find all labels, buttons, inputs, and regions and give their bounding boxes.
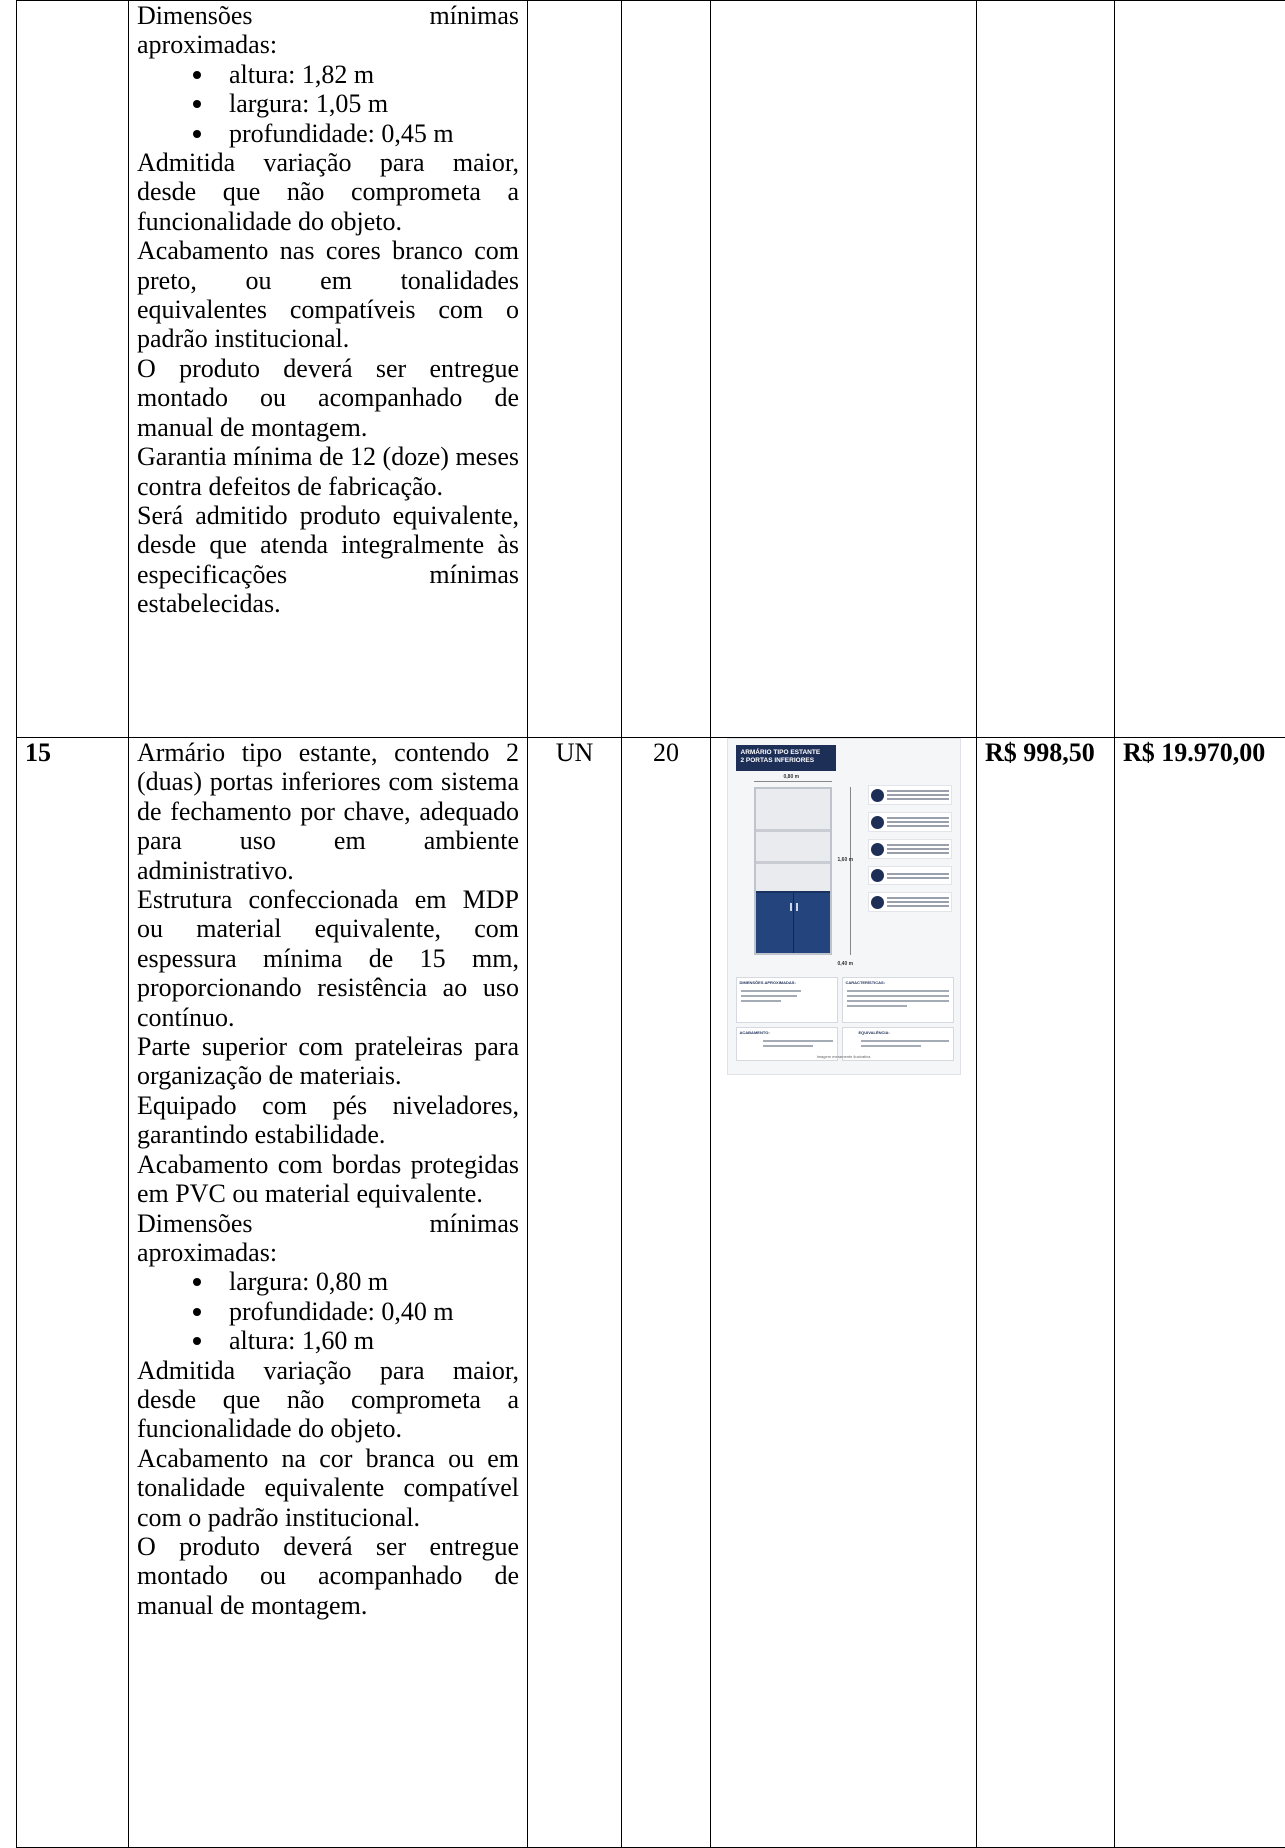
paragraph: O produto deverá ser entregue montado ou acompanhado de manual de montagem. xyxy=(137,354,519,442)
paragraph: O produto deverá ser entregue montado ou acompanhado de manual de montagem. xyxy=(137,1532,519,1620)
depth-label: 0,40 m xyxy=(838,961,854,967)
description-cell xyxy=(129,738,528,1848)
paragraph: Equipado com pés niveladores, garantindo estabilidade. xyxy=(137,1091,519,1150)
list-item: altura: 1,60 m xyxy=(229,1326,519,1355)
cabinet-doors xyxy=(756,891,830,953)
feature-item xyxy=(868,892,952,912)
paragraph: Estrutura confeccionada em MDP ou material equivalente, com espessura mínima de 15 mm, proporcionando resistência ao uso contínuo. xyxy=(137,885,519,1032)
door-handle xyxy=(796,903,798,911)
dimensions-label: Dimensões mínimas xyxy=(137,1209,519,1238)
dimensions-list xyxy=(137,1267,519,1355)
cabinet-illustration xyxy=(754,787,832,955)
paragraph: Será admitido produto equivalente, desde que atenda integralmente às especificações mínimas estabelecidas. xyxy=(137,501,519,619)
height-dimension-line xyxy=(850,787,851,955)
total-price-cell xyxy=(1115,1,1285,738)
product-image-title: ARMÁRIO TIPO ESTANTE 2 PORTAS INFERIORES xyxy=(736,745,836,771)
image-cell xyxy=(711,738,977,1848)
width-dimension-line xyxy=(754,781,832,782)
finish-box: ACABAMENTO: xyxy=(736,1027,838,1061)
list-item: largura: 1,05 m xyxy=(229,89,519,118)
paragraph: Armário tipo estante, contendo 2 (duas) portas inferiores com sistema de fechamento por chave, adequado para uso em ambiente administrativo. xyxy=(137,738,519,885)
edge-icon xyxy=(871,896,884,909)
feature-item xyxy=(868,839,952,859)
paragraph: Admitida variação para maior, desde que não comprometa a funcionalidade do objeto. xyxy=(137,148,519,236)
unit-price: R$ 998,50 xyxy=(977,738,1115,1848)
dimensions-list xyxy=(137,60,519,148)
unit-price-cell xyxy=(977,1,1115,738)
paragraph: Acabamento com bordas protegidas em PVC ou material equivalente. xyxy=(137,1150,519,1209)
width-label: 0,80 m xyxy=(784,774,800,780)
level-icon xyxy=(871,869,884,882)
dimensions-label-cont: aproximadas: xyxy=(137,30,519,59)
description-cell xyxy=(129,1,528,738)
height-label: 1,60 m xyxy=(838,857,854,863)
shelf xyxy=(756,829,830,832)
dimensions-box: DIMENSÕES APROXIMADAS: xyxy=(736,977,838,1023)
quantity-cell: 20 xyxy=(622,738,711,1848)
paragraph: Acabamento nas cores branco com preto, ou em tonalidades equivalentes compatíveis com o padrão institucional. xyxy=(137,236,519,354)
dimensions-label-cont: aproximadas: xyxy=(137,1238,519,1267)
list-item: profundidade: 0,45 m xyxy=(229,119,519,148)
paragraph: Admitida variação para maior, desde que não comprometa a funcionalidade do objeto. xyxy=(137,1356,519,1444)
list-item: largura: 0,80 m xyxy=(229,1267,519,1296)
product-image xyxy=(727,738,961,1075)
key-icon xyxy=(871,843,884,856)
paragraph: Parte superior com prateleiras para organização de materiais. xyxy=(137,1032,519,1091)
unit-cell: UN xyxy=(528,738,622,1848)
paragraph: Acabamento na cor branca ou em tonalidade equivalente compatível com o padrão institucional. xyxy=(137,1444,519,1532)
list-item: profundidade: 0,40 m xyxy=(229,1297,519,1326)
quantity-cell xyxy=(622,1,711,738)
image-footer: Imagem meramente ilustrativa xyxy=(728,1042,960,1071)
list-item: altura: 1,82 m xyxy=(229,60,519,89)
door-handle xyxy=(790,903,792,911)
shelf xyxy=(756,861,830,864)
feature-list xyxy=(868,785,952,919)
dimensions-label: Dimensões mínimas xyxy=(137,1,519,30)
item-cell xyxy=(17,1,129,738)
table-row xyxy=(17,738,1285,1848)
paragraph: Garantia mínima de 12 (doze) meses contra defeitos de fabricação. xyxy=(137,442,519,501)
unit-cell xyxy=(528,1,622,738)
item-number: 15 xyxy=(17,738,129,1848)
image-cell xyxy=(711,1,977,738)
feature-item xyxy=(868,866,952,885)
table-row xyxy=(17,1,1285,738)
shield-icon xyxy=(871,816,884,829)
shelf-icon xyxy=(871,789,884,802)
feature-item xyxy=(868,785,952,805)
characteristics-box: CARACTERÍSTICAS: xyxy=(842,977,954,1023)
total-price: R$ 19.970,00 xyxy=(1115,738,1285,1848)
feature-item xyxy=(868,812,952,832)
equivalence-box: EQUIVALÊNCIA: xyxy=(842,1027,954,1061)
specification-table xyxy=(16,0,1285,1848)
